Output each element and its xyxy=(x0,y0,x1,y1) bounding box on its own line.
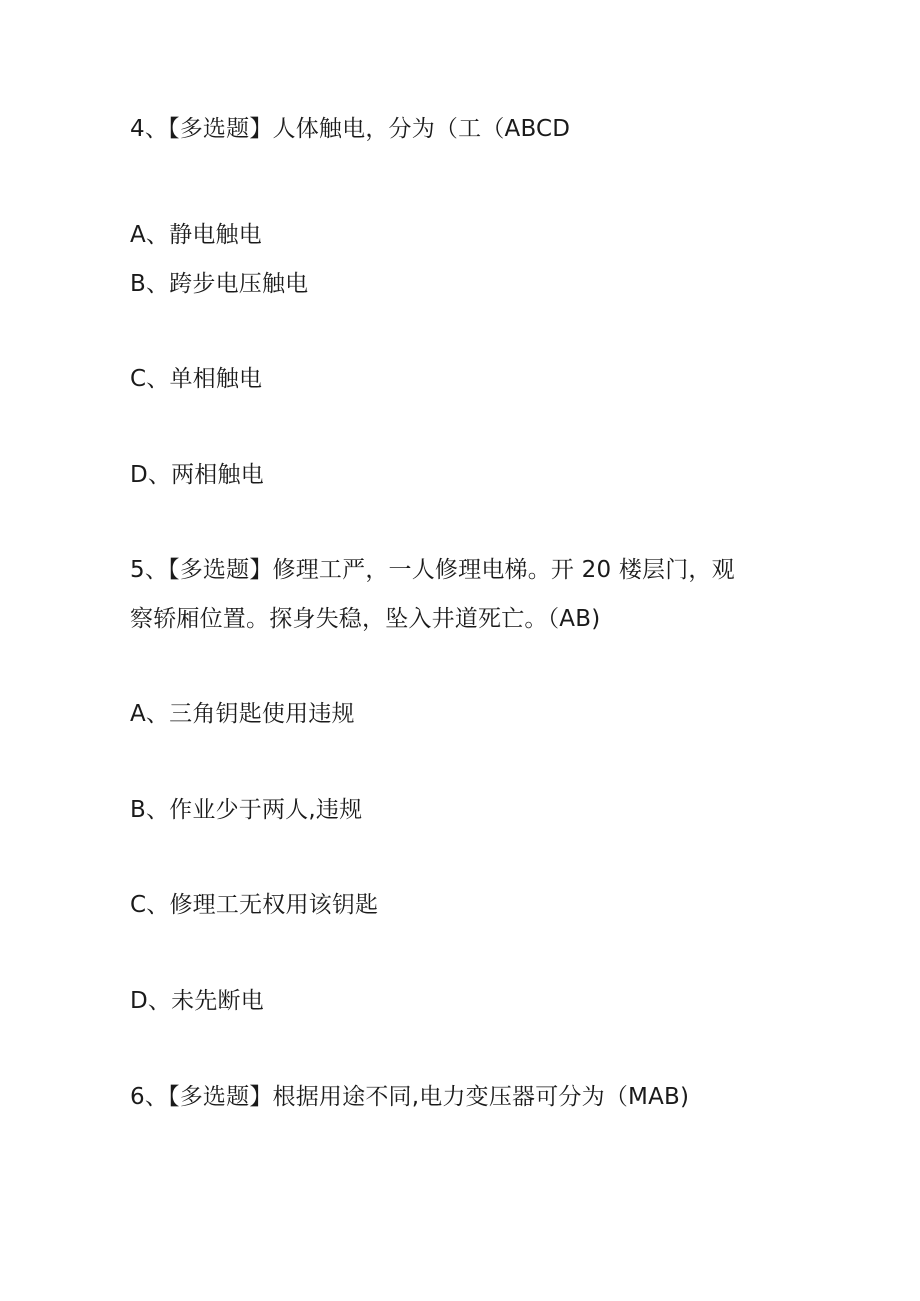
question-4-option-c: C、单相触电 xyxy=(130,366,263,392)
question-5-option-a: A、三角钥匙使用违规 xyxy=(130,701,355,727)
question-4-option-a: A、静电触电 xyxy=(130,222,262,248)
question-5-option-c: C、修理工无权用该钥匙 xyxy=(130,892,379,918)
question-4-option-d: D、两相触电 xyxy=(130,462,264,488)
question-6-stem: 6、【多选题】根据用途不同,电力变压器可分为（MAB) xyxy=(130,1084,690,1110)
question-5-option-b: B、作业少于两人,违规 xyxy=(130,797,363,823)
question-4-stem: 4、【多选题】人体触电，分为（工（ABCD xyxy=(130,116,571,142)
question-5-option-d: D、未先断电 xyxy=(130,988,264,1014)
question-5-stem-line-1: 5、【多选题】修理工严，一人修理电梯。开 20 楼层门，观 xyxy=(130,557,735,583)
question-5-stem-line-2: 察轿厢位置。探身失稳，坠入井道死亡。（AB) xyxy=(130,606,601,632)
question-4-option-b: B、跨步电压触电 xyxy=(130,271,309,297)
